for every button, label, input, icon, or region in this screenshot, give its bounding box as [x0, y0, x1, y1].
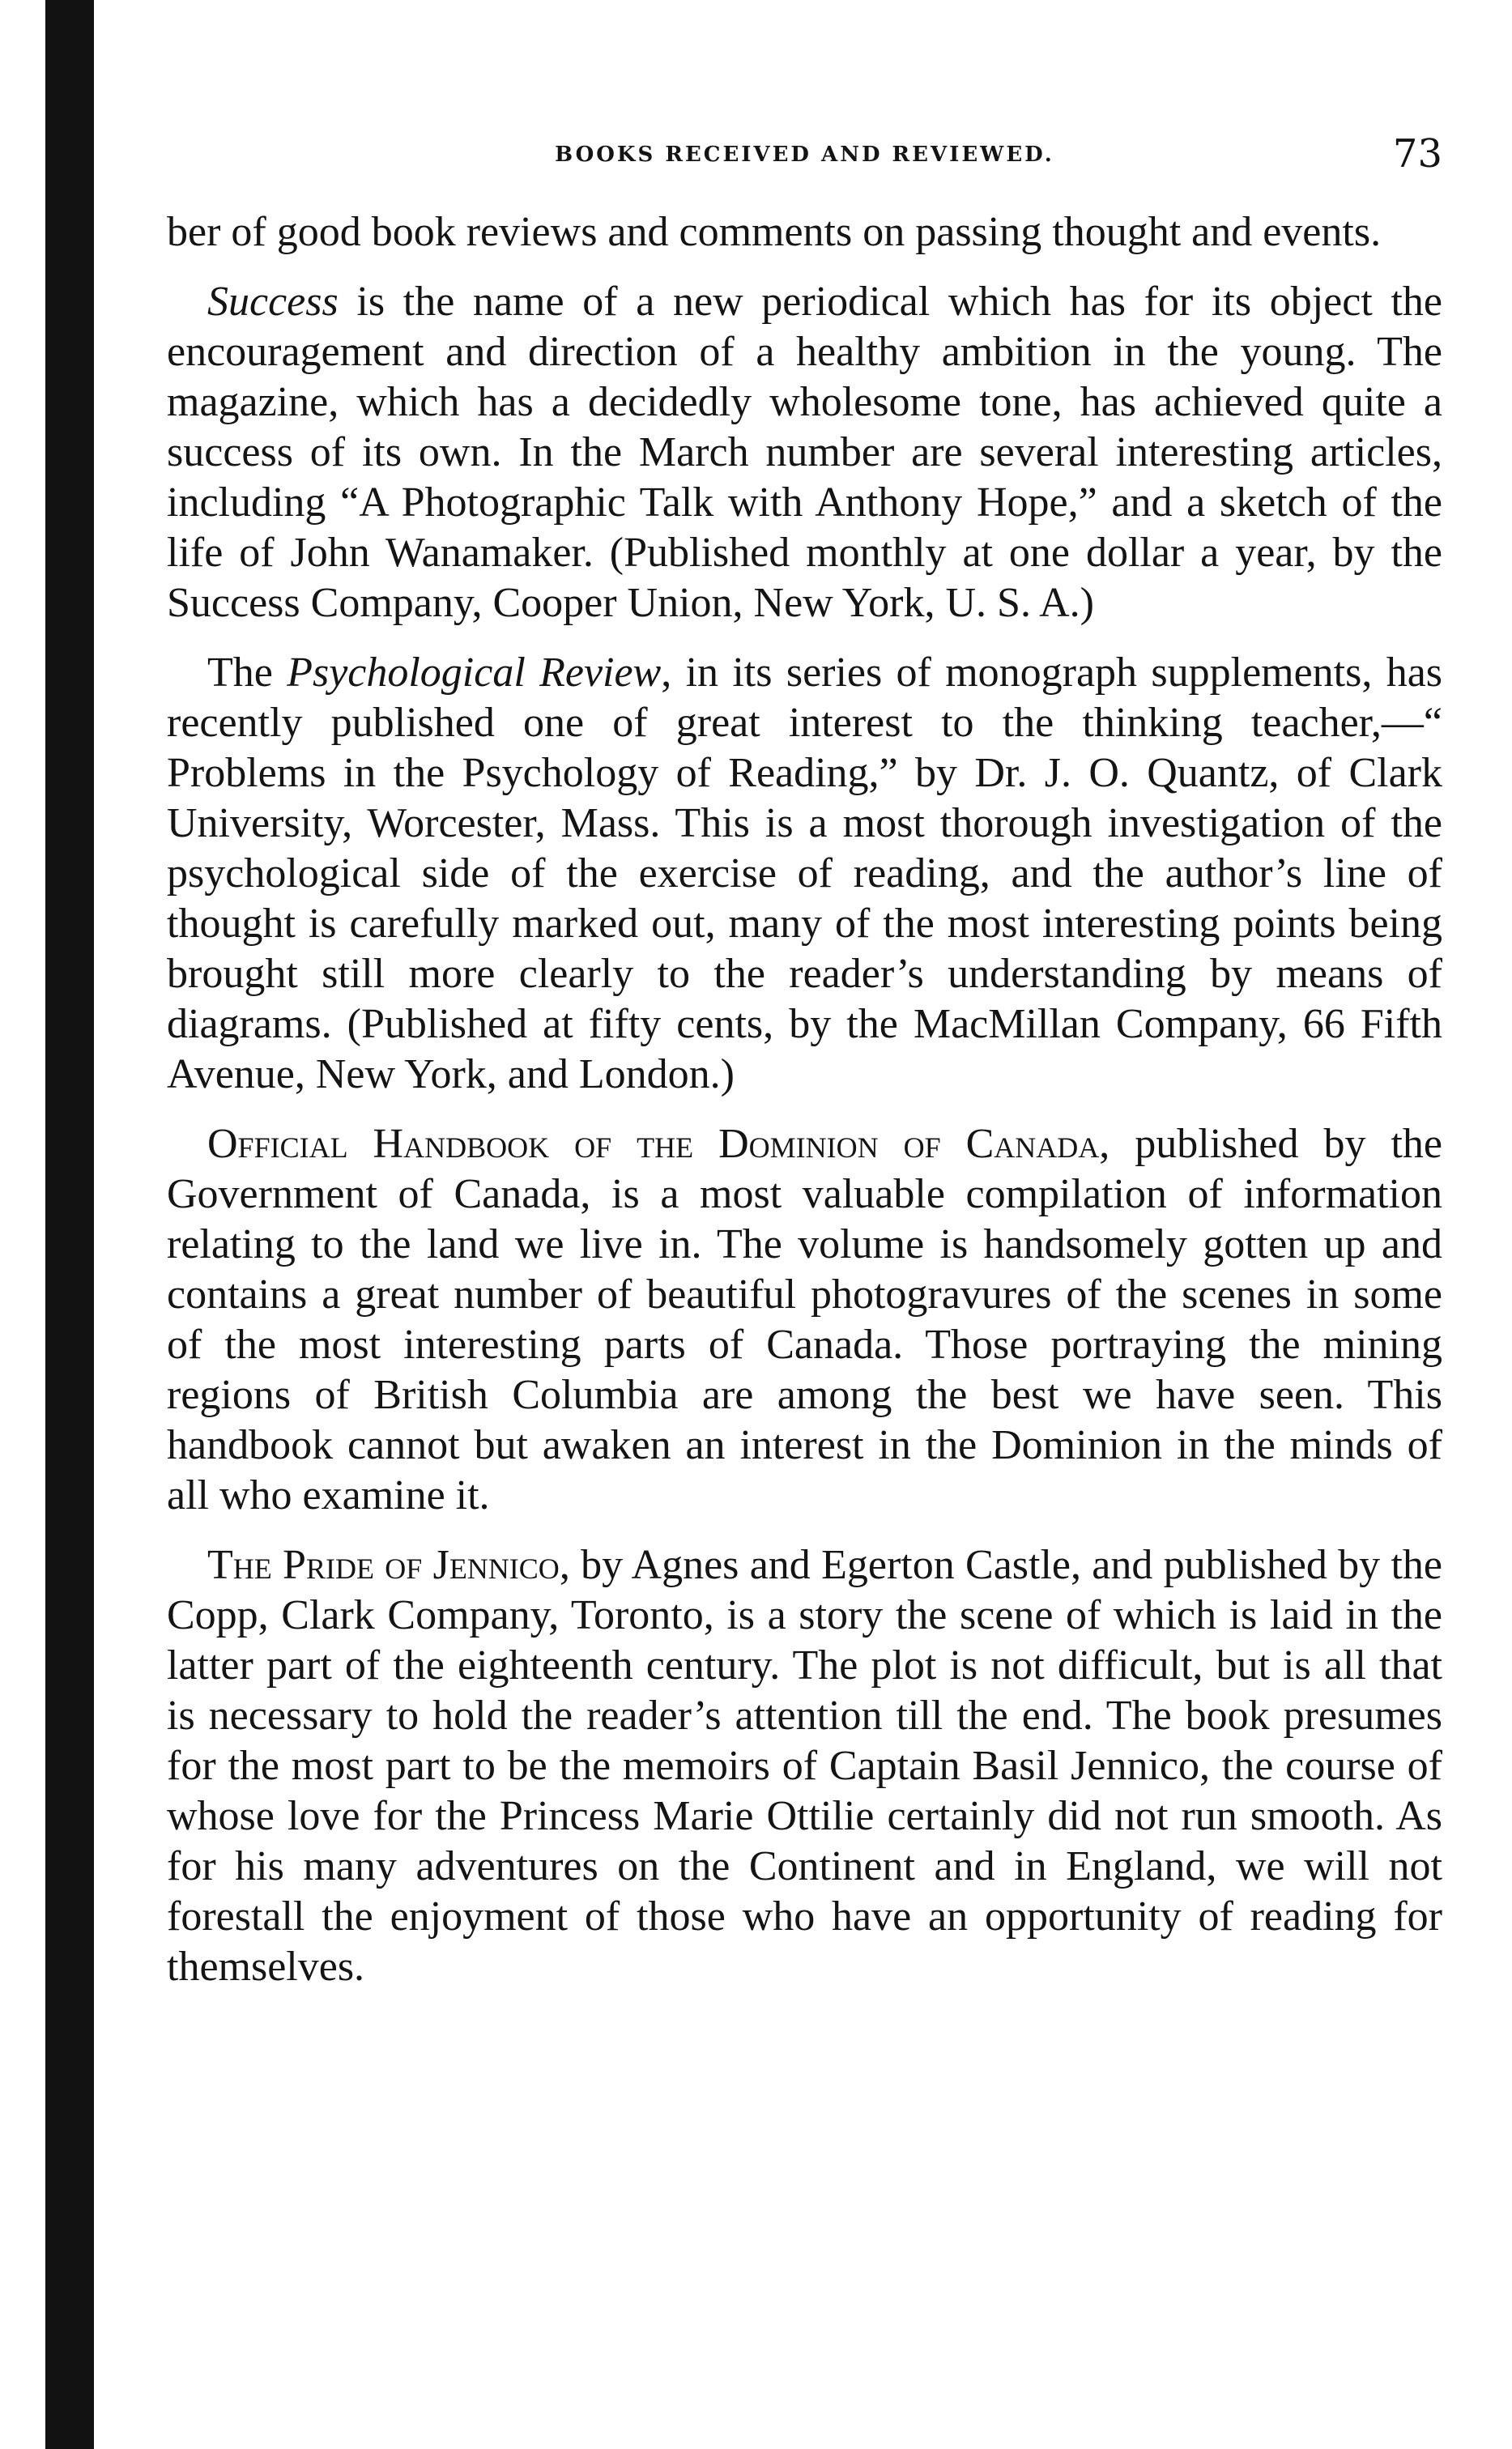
book-title: The Pride of Jennico [207, 1542, 560, 1588]
binding-edge [45, 0, 94, 2449]
paragraph-text: , by Agnes and Egerton Castle, and published by the Copp, Clark Company, Toronto, is a story the scene of which is laid in the latter part of the eighteenth century. The plot is not difficult, but is all that is necessary to hold the reader’s attention till the end. The book presumes for the most part to be the memoirs of Captain Basil Jennico, the course of whose love for the Princess Marie Ottilie certainly did not run smooth. As for his many adventures on the Continent and in England, we will not forestall the enjoyment of those who have an opportunity of reading for themselves. [167, 1542, 1442, 1990]
paragraph-handbook-canada [167, 1119, 1442, 1521]
article-body [167, 207, 1442, 1992]
periodical-title: Psychological Review [287, 650, 662, 696]
paragraph-text: , published by the Government of Canada, is a most valuable compilation of information relating to the land we live in. The volume is handsomely gotten up and contains a great number of beautiful photogravures of the scenes in some of the most interesting parts of Canada. Those portraying the mining regions of British Columbia are among the best we have seen. This handbook cannot but awaken an interest in the Dominion in the minds of all who examine it. [167, 1121, 1442, 1518]
title-prefix: The [207, 650, 287, 696]
book-title: Official Handbook of the Dominion of Canada [207, 1121, 1100, 1167]
running-head [167, 121, 1442, 194]
paragraph-text: , in its series of monograph supplements, has recently published one of great interest to the thinking teacher,—“ Problems in the Psychology of Reading,” by Dr. J. O. Quantz, of Clark University, Worcester, Mass. This is a most thorough investigation of the psychological side of the exercise of reading, and the author’s line of thought is carefully marked out, many of the most interesting points being brought still more clearly to the reader’s understanding by means of diagrams. (Published at fifty cents, by the MacMillan Company, 66 Fifth Avenue, New York, and London.) [167, 650, 1443, 1097]
paragraph-text: is the name of a new periodical which has for its object the encouragement and direction of a healthy ambition in the young. The magazine, which has a decidedly wholesome tone, has achieved quite a success of its own. In the March number are several interesting articles, including “A Photographic Talk with Anthony Hope,” and a sketch of the life of John Wanamaker. (Published monthly at one dollar a year, by the Success Company, Cooper Union, New York, U. S. A.) [167, 279, 1442, 626]
paragraph-success-review [167, 277, 1442, 628]
paragraph-text: ber of good book reviews and comments on passing thought and events. [167, 209, 1382, 255]
periodical-title: Success [207, 279, 339, 325]
page-content [167, 121, 1442, 2012]
running-head-title: BOOKS RECEIVED AND REVIEWED. [555, 143, 1054, 167]
paragraph-continued [167, 207, 1442, 258]
paragraph-pride-of-jennico [167, 1540, 1442, 1992]
page-number: 73 [1392, 131, 1442, 177]
paragraph-psychological-review [167, 648, 1442, 1100]
